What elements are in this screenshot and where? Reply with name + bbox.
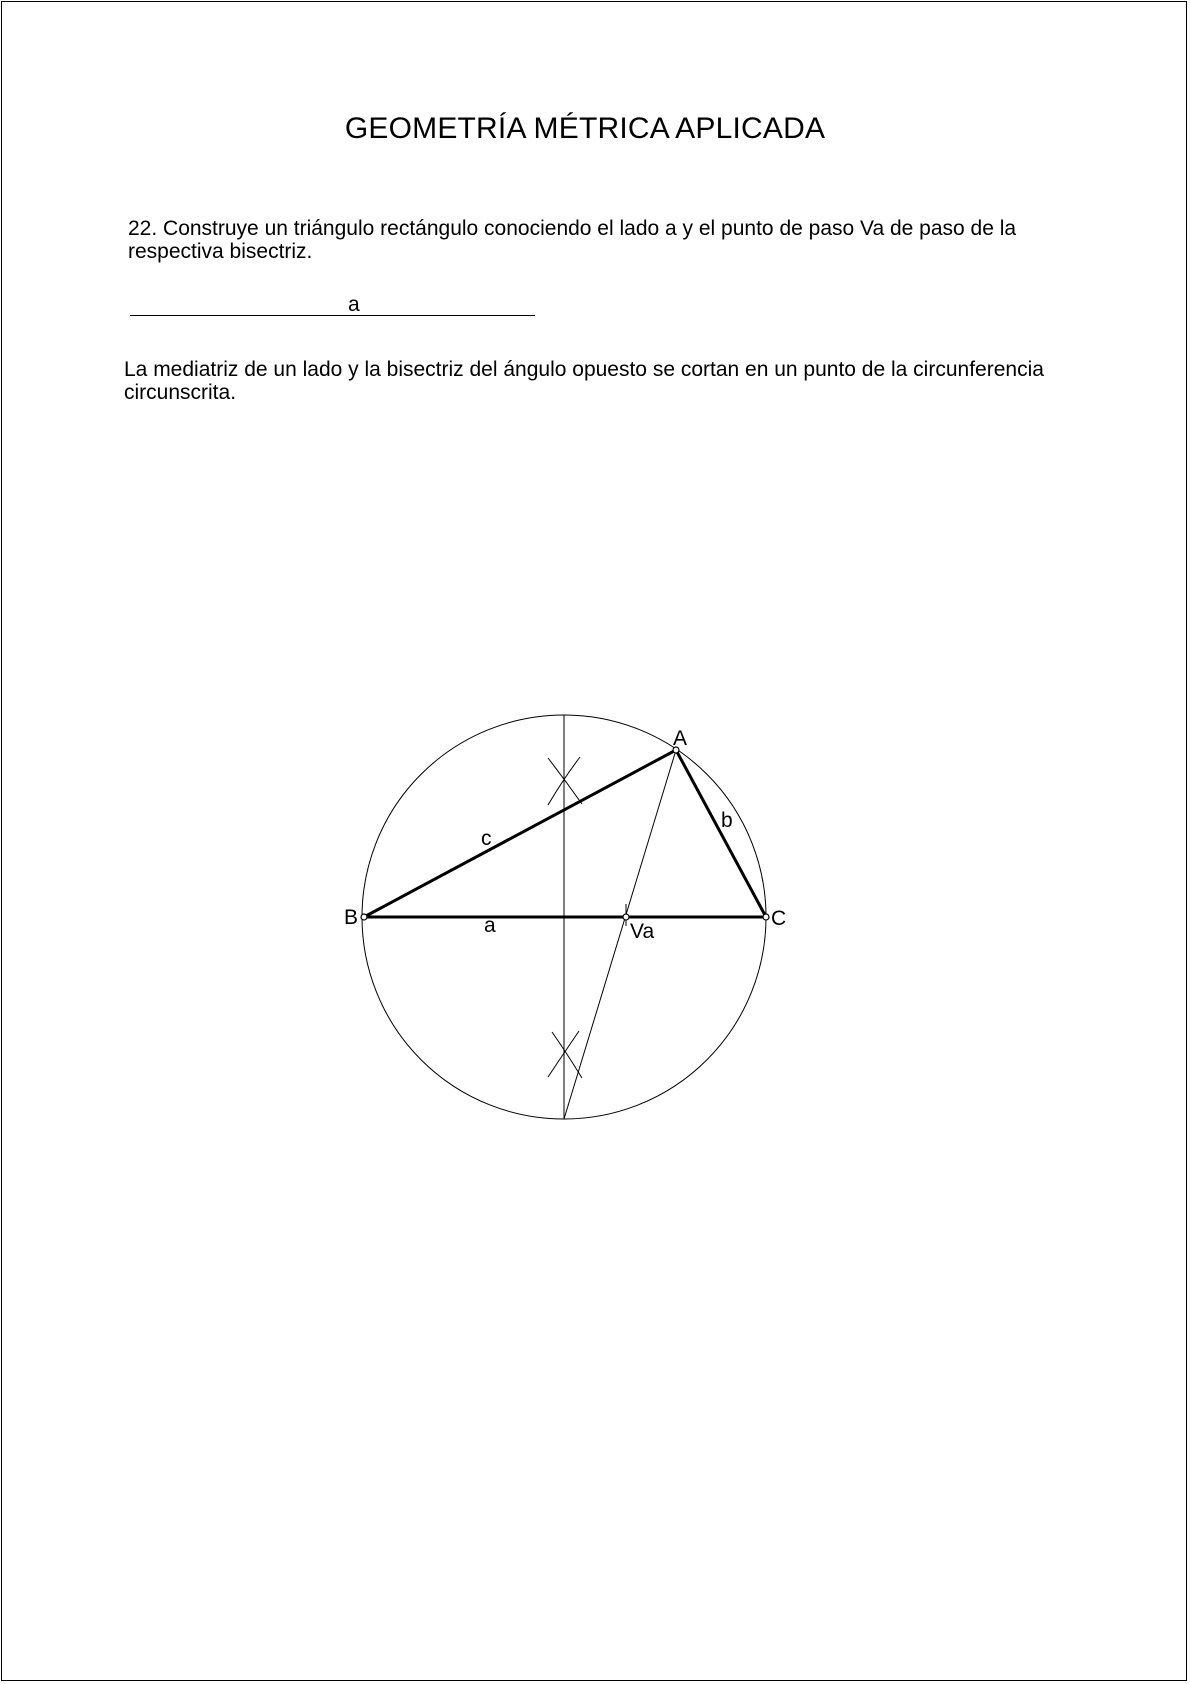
construction-hint: La mediatriz de un lado y la bisectriz del ángulo opuesto se cortan en un punto de la circunferencia circunscrita. <box>124 358 1044 404</box>
point-va-marker <box>623 914 629 920</box>
angle-bisector <box>564 750 676 1119</box>
problem-statement: 22. Construye un triángulo rectángulo conociendo el lado a y el punto de paso Va de paso de la respectiva bisectriz. <box>128 217 1017 263</box>
page-title: GEOMETRÍA MÉTRICA APLICADA <box>344 112 826 145</box>
label-side-b: b <box>721 809 733 832</box>
compass-arc-lower-1 <box>552 1032 582 1078</box>
side-c <box>364 750 676 917</box>
vertex-c-marker <box>763 914 769 920</box>
label-vertex-c: C <box>771 907 787 930</box>
side-b <box>676 750 766 917</box>
label-side-a: a <box>484 914 496 937</box>
label-vertex-b: B <box>344 906 359 929</box>
label-side-c: c <box>481 827 492 850</box>
vertex-b-marker <box>361 914 367 920</box>
label-vertex-a: A <box>673 727 688 750</box>
given-segment-label: a <box>348 293 360 316</box>
label-point-va: Va <box>630 920 655 943</box>
